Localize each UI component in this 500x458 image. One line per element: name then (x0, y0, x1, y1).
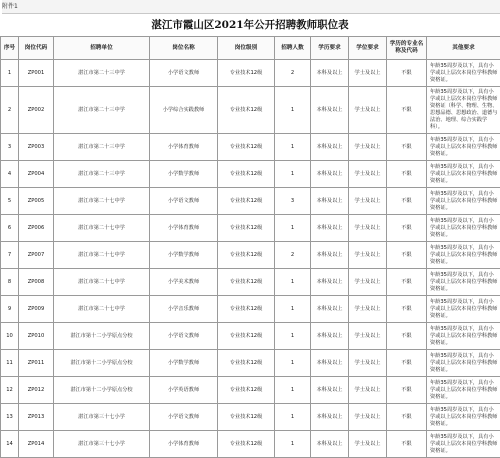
cell-code: ZP005 (19, 188, 54, 215)
annex-label: 附件1 (2, 0, 500, 14)
table-row (1, 188, 500, 215)
cell-position: 小学体育教师 (150, 215, 218, 242)
header-code: 岗位代码 (19, 37, 54, 60)
cell-education: 本科及以上 (311, 431, 349, 458)
cell-level: 专业技术12级 (218, 242, 275, 269)
cell-count: 1 (275, 296, 311, 323)
cell-level: 专业技术12级 (218, 350, 275, 377)
cell-unit: 湛江市第二十三中学 (54, 60, 150, 87)
cell-code: ZP014 (19, 431, 54, 458)
cell-index: 9 (1, 296, 19, 323)
header-major: 学历的专业名称及代码 (387, 37, 427, 60)
cell-index: 1 (1, 60, 19, 87)
cell-index: 2 (1, 87, 19, 134)
cell-degree: 学士及以上 (349, 161, 387, 188)
header-count: 招聘人数 (275, 37, 311, 60)
cell-index: 4 (1, 161, 19, 188)
cell-other: 年龄35周岁及以下，具有小学或以上层次本岗位学科教师资格证。 (427, 242, 500, 269)
cell-position: 小学体育教师 (150, 431, 218, 458)
table-row (1, 161, 500, 188)
cell-level: 专业技术12级 (218, 269, 275, 296)
cell-level: 专业技术12级 (218, 296, 275, 323)
cell-degree: 学士及以上 (349, 350, 387, 377)
cell-degree: 学士及以上 (349, 431, 387, 458)
cell-count: 1 (275, 87, 311, 134)
cell-degree: 学士及以上 (349, 87, 387, 134)
cell-other: 年龄35周岁及以下，具有小学或以上层次本岗位学科教师资格证。 (427, 60, 500, 87)
cell-degree: 学士及以上 (349, 60, 387, 87)
cell-other: 年龄35周岁及以下，具有小学或以上层次本岗位学科教师资格证。 (427, 323, 500, 350)
cell-degree: 学士及以上 (349, 215, 387, 242)
cell-degree: 学士及以上 (349, 269, 387, 296)
cell-other: 年龄35周岁及以下，具有小学或以上层次本岗位学科教师资格证。 (427, 431, 500, 458)
cell-position: 小学英语教师 (150, 377, 218, 404)
cell-index: 6 (1, 215, 19, 242)
cell-position: 小学数学教师 (150, 242, 218, 269)
cell-position: 小学数学教师 (150, 350, 218, 377)
cell-code: ZP004 (19, 161, 54, 188)
cell-degree: 学士及以上 (349, 404, 387, 431)
table-row (1, 350, 500, 377)
cell-count: 1 (275, 215, 311, 242)
cell-major: 不限 (387, 87, 427, 134)
cell-position: 小学综合实践教师 (150, 87, 218, 134)
cell-education: 本科及以上 (311, 134, 349, 161)
header-index: 序号 (1, 37, 19, 60)
cell-other: 年龄35周岁及以下，具有小学或以上层次本岗位学科教师资格证。 (427, 296, 500, 323)
table-row (1, 404, 500, 431)
cell-index: 11 (1, 350, 19, 377)
cell-position: 小学语文教师 (150, 323, 218, 350)
cell-level: 专业技术12级 (218, 60, 275, 87)
cell-degree: 学士及以上 (349, 296, 387, 323)
cell-index: 10 (1, 323, 19, 350)
cell-level: 专业技术12级 (218, 161, 275, 188)
cell-education: 本科及以上 (311, 161, 349, 188)
cell-other: 年龄35周岁及以下，具有小学或以上层次本岗位学科教师资格证。 (427, 215, 500, 242)
cell-unit: 湛江市第二十七中学 (54, 215, 150, 242)
cell-code: ZP012 (19, 377, 54, 404)
cell-other: 年龄35周岁及以下，具有小学或以上层次本岗位学科教师资格证。 (427, 350, 500, 377)
cell-position: 小学语文教师 (150, 188, 218, 215)
cell-major: 不限 (387, 269, 427, 296)
cell-count: 1 (275, 161, 311, 188)
cell-other: 年龄35周岁及以下，具有小学或以上层次本岗位学科教师资格证。 (427, 269, 500, 296)
cell-major: 不限 (387, 431, 427, 458)
table-header-row (1, 37, 500, 60)
cell-unit: 湛江市第二十七中学 (54, 242, 150, 269)
cell-unit: 湛江市第二十七中学 (54, 269, 150, 296)
cell-education: 本科及以上 (311, 350, 349, 377)
cell-education: 本科及以上 (311, 269, 349, 296)
cell-education: 本科及以上 (311, 296, 349, 323)
cell-education: 本科及以上 (311, 377, 349, 404)
table-row (1, 215, 500, 242)
cell-major: 不限 (387, 404, 427, 431)
header-position: 岗位名称 (150, 37, 218, 60)
cell-count: 1 (275, 431, 311, 458)
cell-major: 不限 (387, 377, 427, 404)
cell-degree: 学士及以上 (349, 134, 387, 161)
cell-code: ZP006 (19, 215, 54, 242)
cell-position: 小学数学教师 (150, 161, 218, 188)
cell-level: 专业技术12级 (218, 404, 275, 431)
cell-code: ZP003 (19, 134, 54, 161)
cell-other: 年龄35周岁及以下，具有小学或以上层次本岗位学科教师资格证。 (427, 134, 500, 161)
cell-degree: 学士及以上 (349, 323, 387, 350)
cell-index: 5 (1, 188, 19, 215)
cell-index: 3 (1, 134, 19, 161)
cell-index: 7 (1, 242, 19, 269)
header-education: 学历要求 (311, 37, 349, 60)
cell-count: 1 (275, 134, 311, 161)
cell-level: 专业技术12级 (218, 87, 275, 134)
cell-code: ZP002 (19, 87, 54, 134)
cell-level: 专业技术12级 (218, 215, 275, 242)
cell-major: 不限 (387, 60, 427, 87)
cell-count: 1 (275, 269, 311, 296)
positions-table (0, 36, 500, 458)
cell-level: 专业技术12级 (218, 431, 275, 458)
cell-major: 不限 (387, 215, 427, 242)
cell-level: 专业技术12级 (218, 377, 275, 404)
cell-level: 专业技术12级 (218, 134, 275, 161)
header-level: 岗位级别 (218, 37, 275, 60)
cell-unit: 湛江市第二十三中学 (54, 161, 150, 188)
cell-unit: 湛江市第十二小学原点分校 (54, 323, 150, 350)
cell-other: 年龄35周岁及以下，具有小学或以上层次本岗位学科教师资格证。 (427, 188, 500, 215)
cell-index: 12 (1, 377, 19, 404)
cell-unit: 湛江市第二十三中学 (54, 87, 150, 134)
page-title: 湛江市霞山区2021年公开招聘教师职位表 (0, 14, 500, 36)
cell-code: ZP013 (19, 404, 54, 431)
header-other: 其他要求 (427, 37, 500, 60)
cell-index: 8 (1, 269, 19, 296)
cell-major: 不限 (387, 161, 427, 188)
cell-unit: 湛江市第三十七小学 (54, 431, 150, 458)
cell-position: 小学语文教师 (150, 60, 218, 87)
cell-position: 小学体育教师 (150, 134, 218, 161)
cell-major: 不限 (387, 296, 427, 323)
cell-education: 本科及以上 (311, 404, 349, 431)
cell-code: ZP001 (19, 60, 54, 87)
cell-code: ZP009 (19, 296, 54, 323)
cell-degree: 学士及以上 (349, 377, 387, 404)
table-row (1, 323, 500, 350)
cell-major: 不限 (387, 188, 427, 215)
cell-other: 年龄35周岁及以下，具有小学或以上层次本岗位学科教师资格证。 (427, 161, 500, 188)
table-row (1, 87, 500, 134)
cell-count: 1 (275, 350, 311, 377)
cell-unit: 湛江市第二十七中学 (54, 188, 150, 215)
cell-education: 本科及以上 (311, 323, 349, 350)
cell-degree: 学士及以上 (349, 188, 387, 215)
table-row (1, 296, 500, 323)
table-row (1, 431, 500, 458)
cell-unit: 湛江市第二十七中学 (54, 296, 150, 323)
table-row (1, 377, 500, 404)
cell-unit: 湛江市第十二小学原点分校 (54, 350, 150, 377)
cell-major: 不限 (387, 242, 427, 269)
cell-unit: 湛江市第二十三中学 (54, 134, 150, 161)
cell-count: 3 (275, 188, 311, 215)
cell-count: 1 (275, 323, 311, 350)
cell-level: 专业技术12级 (218, 188, 275, 215)
cell-code: ZP010 (19, 323, 54, 350)
table-row (1, 60, 500, 87)
cell-position: 小学语文教师 (150, 404, 218, 431)
cell-major: 不限 (387, 323, 427, 350)
cell-education: 本科及以上 (311, 60, 349, 87)
cell-count: 1 (275, 377, 311, 404)
cell-count: 2 (275, 242, 311, 269)
cell-unit: 湛江市第十二小学原点分校 (54, 377, 150, 404)
cell-education: 本科及以上 (311, 87, 349, 134)
cell-index: 14 (1, 431, 19, 458)
header-unit: 招聘单位 (54, 37, 150, 60)
cell-code: ZP011 (19, 350, 54, 377)
cell-position: 小学音乐教师 (150, 296, 218, 323)
cell-education: 本科及以上 (311, 188, 349, 215)
cell-code: ZP007 (19, 242, 54, 269)
table-row (1, 242, 500, 269)
cell-unit: 湛江市第三十七小学 (54, 404, 150, 431)
cell-code: ZP008 (19, 269, 54, 296)
cell-other: 年龄35周岁及以下，具有小学或以上层次本岗位学科教师资格证。 (427, 377, 500, 404)
cell-level: 专业技术12级 (218, 323, 275, 350)
table-row (1, 134, 500, 161)
cell-index: 13 (1, 404, 19, 431)
header-degree: 学位要求 (349, 37, 387, 60)
cell-count: 2 (275, 60, 311, 87)
cell-major: 不限 (387, 134, 427, 161)
cell-position: 小学美术教师 (150, 269, 218, 296)
cell-count: 1 (275, 404, 311, 431)
cell-major: 不限 (387, 350, 427, 377)
table-row (1, 269, 500, 296)
cell-degree: 学士及以上 (349, 242, 387, 269)
cell-education: 本科及以上 (311, 242, 349, 269)
cell-other: 年龄35周岁及以下，具有小学或以上层次本岗位学科教师资格证（科学、物理、生物、思想品德、思想政治、道德与法治、地理、综合实践学科）。 (427, 87, 500, 134)
cell-education: 本科及以上 (311, 215, 349, 242)
cell-other: 年龄35周岁及以下，具有小学或以上层次本岗位学科教师资格证。 (427, 404, 500, 431)
table-body (1, 60, 500, 458)
